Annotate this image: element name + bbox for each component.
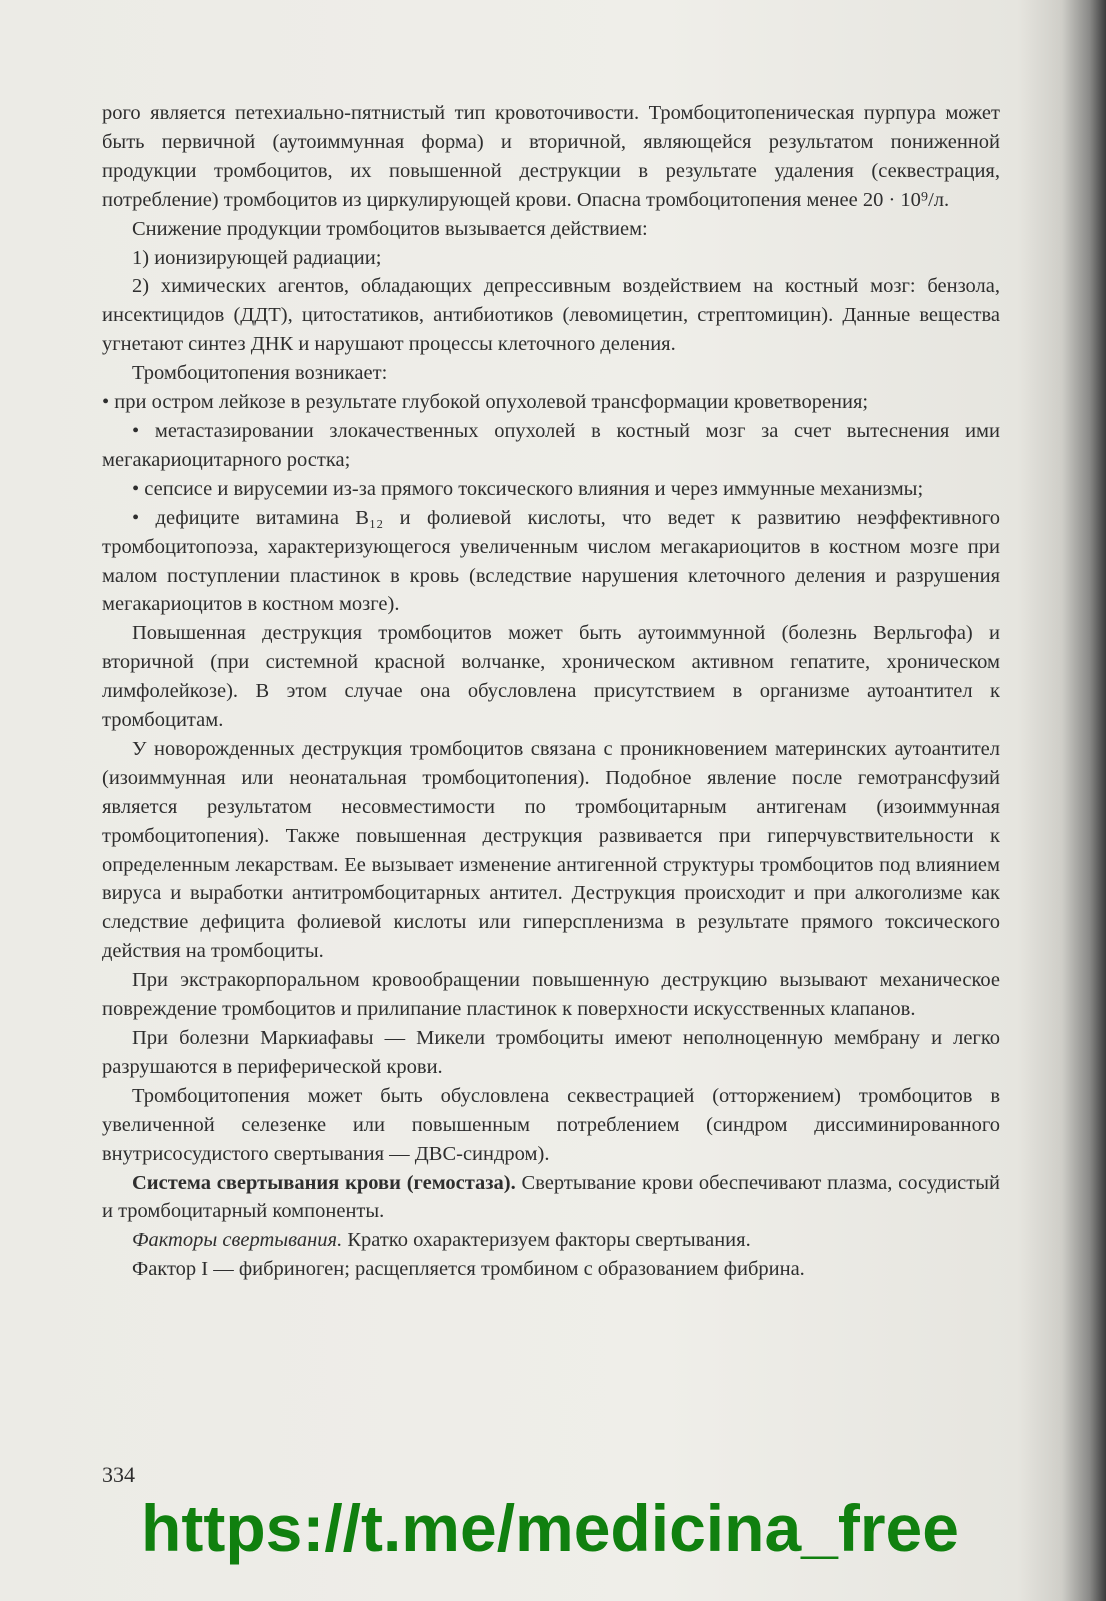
page-number: 334: [102, 1462, 135, 1487]
bullet-item: • дефиците витамина B₁₂ и фолиевой кислоты, что ведет к развитию неэффективного тромбоцитопоэза, характеризующегося увеличенным числом мегакариоцитов в костном мозге при малом поступлении пластинок в кровь (вследствие нарушения клеточного деления и разрушения мегакариоцитов в костном мозге).: [102, 506, 1000, 616]
body-text: [102, 99, 1000, 1284]
subsection-heading: Факторы свертывания.: [132, 1229, 343, 1252]
paragraph: При экстракорпоральном кровообращении повышенную деструкцию вызывают механическое повреждение тромбоцитов и прилипание пластинок к поверхности искусственных клапанов.: [102, 969, 1000, 1021]
paragraph: Снижение продукции тромбоцитов вызывается действием:: [132, 217, 648, 240]
paragraph: У новорожденных деструкция тромбоцитов связана с проникновением материнских аутоантител (изоиммунная или неонатальная тромбоцитопения). Подобное явление после гемотрансфузий является результатом несовместимости по тромбоцитарным антигенам (изоиммунная тромбоцитопения). Также повышенная деструкция развивается при гиперчувствительности к определенным лекарствам. Ее вызывает изменение антигенной структуры тромбоцитов под влиянием вируса и выработки антитромбоцитарных антител. Деструкция происходит и при алкоголизме как следствие дефицита фолиевой кислоты или гиперспленизма в результате прямого токсического действия на тромбоциты.: [102, 737, 1000, 963]
section-paragraph: [102, 1169, 1000, 1227]
paragraph: Тромбоцитопения может быть обусловлена секвестрацией (отторжением) тромбоцитов в увеличенной селезенке или повышенным потреблением (синдром диссиминированного внутрисосудистого свертывания — ДВС-синдром).: [102, 1084, 1000, 1165]
bullet-item: • сепсисе и вирусемии из-за прямого токсического влияния и через иммунные механизмы;: [132, 477, 924, 500]
paragraph: Тромбоцитопения возникает:: [132, 362, 388, 385]
subsection-text: Кратко охарактеризуем факторы свертывания.: [342, 1229, 751, 1252]
bullet-item: • при остром лейкозе в результате глубокой опухолевой трансформации кроветворения;: [102, 391, 869, 414]
list-item: 2) химических агентов, обладающих депрессивным воздействием на костный мозг: бензола, инсектицидов (ДДТ), цитостатиков, антибиотиков (левомицетин, стрептомицин). Данные вещества угнетают синтез ДНК и нарушают процессы клеточного деления.: [102, 275, 1000, 356]
paragraph: Повышенная деструкция тромбоцитов может быть аутоиммунной (болезнь Верльгофа) и вторичной (при системной красной волчанке, хроническом активном гепатите, хроническом лимфолейкозе). В этом случае она обусловлена присутствием в организме аутоантител к тромбоцитам.: [102, 622, 1000, 732]
watermark-link[interactable]: https://t.me/medicina_free: [141, 1491, 959, 1565]
subsection-paragraph: [102, 1226, 1000, 1255]
paragraph: Фактор I — фибриноген; расщепляется тромбином с образованием фибрина.: [132, 1258, 805, 1281]
bullet-item: • метастазировании злокачественных опухолей в костный мозг за счет вытеснения ими мегакариоцитарного ростка;: [102, 419, 1000, 471]
section-text: Свертывание крови обеспечивают плазма, сосудистый и тромбоцитарный компоненты.: [102, 1171, 1000, 1223]
paragraph: рого является петехиально-пятнистый тип кровоточивости. Тромбоцитопеническая пурпура может быть первичной (аутоиммунная форма) и вторичной, являющейся результатом пониженной продукции тромбоцитов, их повышенной деструкции в результате удаления (секвестрация, потребление) тромбоцитов из циркулирующей крови. Опасна тромбоцитопения менее 20 · 10⁹/л.: [102, 102, 1000, 211]
list-item: 1) ионизирующей радиации;: [132, 246, 382, 269]
paragraph: При болезни Маркиафавы — Микели тромбоциты имеют неполноценную мембрану и легко разрушаются в периферической крови.: [102, 1027, 1000, 1078]
section-heading: Система свертывания крови (гемостаза).: [132, 1171, 516, 1194]
